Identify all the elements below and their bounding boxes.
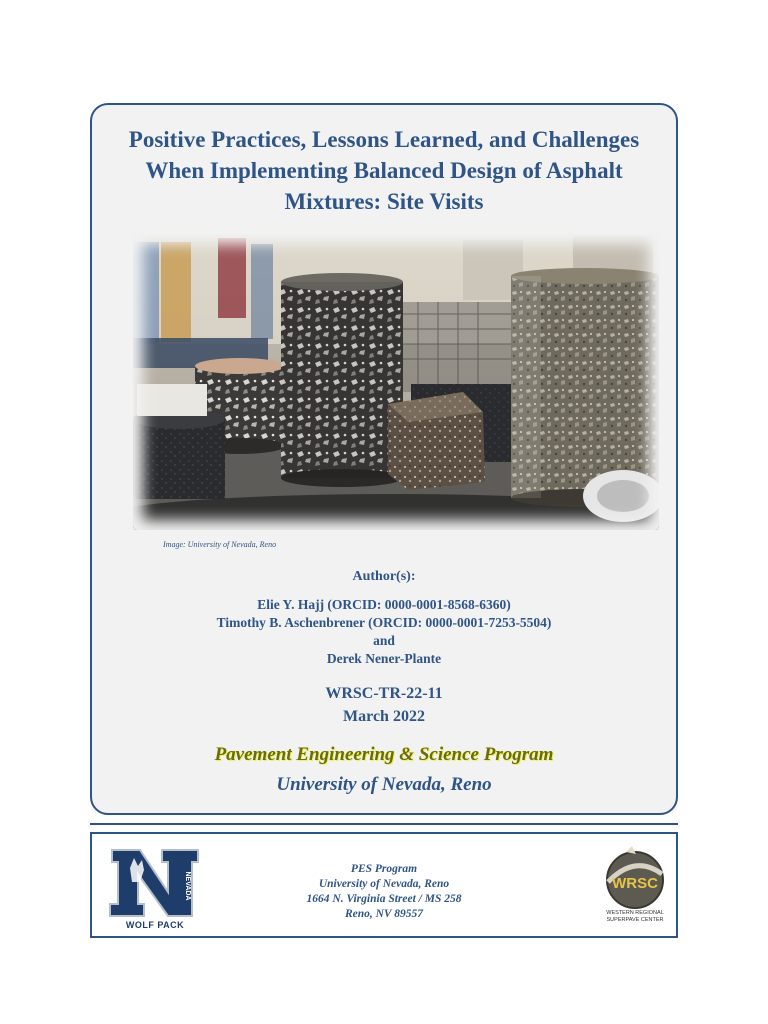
address-line-1: PES Program [350, 863, 418, 875]
authors-section [100, 568, 668, 668]
program-name: Pavement Engineering & Science Program [214, 744, 554, 765]
nevada-wolf-pack-logo [106, 846, 204, 930]
wrsc-logo [598, 844, 672, 932]
author-line-1: Elie Y. Hajj (ORCID: 0000-0001-8568-6360) [257, 597, 511, 612]
university-name: University of Nevada, Reno [276, 774, 492, 795]
title-line-3: Mixtures: Site Visits [284, 189, 484, 214]
wrsc-caption-line-2: SUPERPAVE CENTER [606, 917, 664, 923]
address-line-2: University of Nevada, Reno [318, 878, 450, 890]
wrsc-emblem-icon [598, 844, 672, 910]
photo-credit: Image: University of Nevada, Reno [163, 540, 277, 549]
report-date: March 2022 [343, 708, 425, 725]
footer-divider [90, 823, 678, 825]
wrsc-caption-line-1: WESTERN REGIONAL [606, 910, 664, 916]
author-conjunction: and [373, 633, 395, 648]
authors-heading: Author(s): [352, 569, 416, 584]
title-line-1: Positive Practices, Lessons Learned, and Challenges [128, 127, 640, 152]
report-info [100, 682, 668, 728]
footer-address [234, 862, 534, 922]
wolf-pack-text: WOLF PACK [125, 920, 185, 930]
author-line-2: Timothy B. Aschenbrener (ORCID: 0000-0001-7253-5504) [216, 615, 552, 630]
asphalt-specimens-photo [133, 234, 659, 530]
author-line-3: Derek Nener-Plante [326, 651, 442, 666]
title-line-2: When Implementing Balanced Design of Asphalt [145, 158, 623, 183]
address-line-4: Reno, NV 89557 [344, 908, 424, 920]
nevada-n-icon [106, 846, 204, 920]
report-title [100, 124, 668, 217]
report-number: WRSC-TR-22-11 [325, 685, 443, 702]
wrsc-emblem-text: WRSC [612, 875, 658, 892]
wrsc-caption [598, 910, 672, 924]
nevada-vertical-text: NEVADA [184, 871, 191, 901]
address-line-3: 1664 N. Virginia Street / MS 258 [306, 893, 462, 905]
